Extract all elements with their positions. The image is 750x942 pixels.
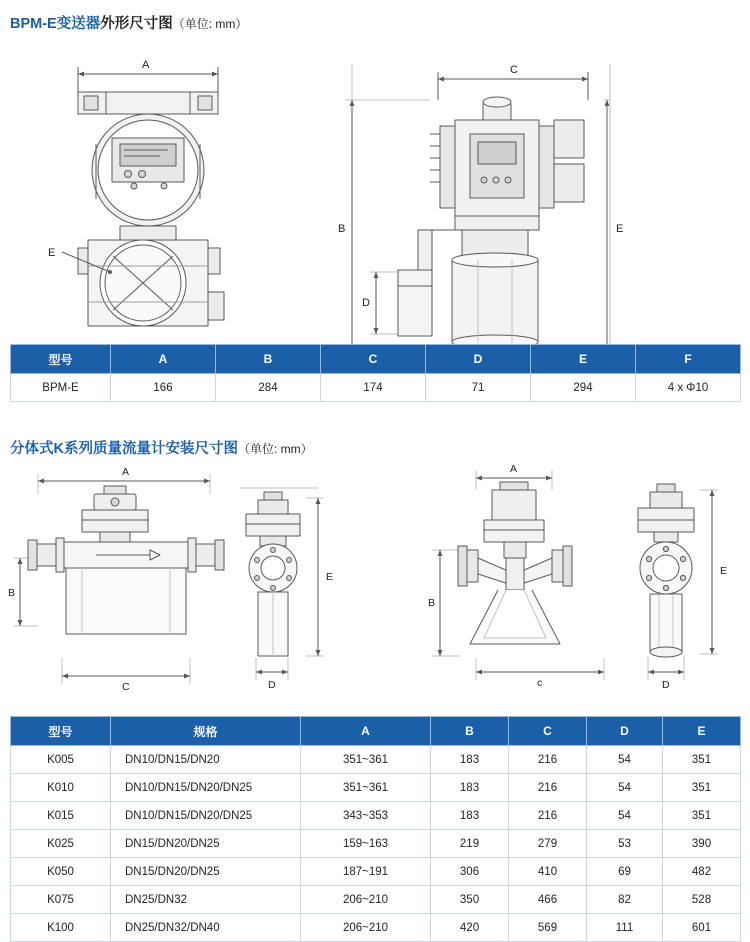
section-1-title [10, 12, 247, 33]
svg-text:E: E [720, 565, 728, 577]
cell-e: 351 [663, 774, 741, 802]
cell-b: 183 [431, 774, 509, 802]
k-series-dimension-drawing [0, 458, 750, 708]
cell-b: 420 [431, 914, 509, 942]
svg-text:D: D [268, 679, 276, 691]
col-header-b: B [431, 717, 509, 746]
cell-b: 219 [431, 830, 509, 858]
table-row [11, 858, 741, 886]
cell-spec: DN10/DN15/DN20/DN25 [111, 774, 301, 802]
cell-model: K015 [11, 802, 111, 830]
table-row [11, 746, 741, 774]
svg-text:E: E [326, 571, 334, 583]
cell-c: 216 [509, 746, 587, 774]
cell-d: 54 [587, 746, 663, 774]
cell-c: 174 [321, 374, 426, 402]
svg-text:A: A [510, 463, 518, 475]
section-1-title-unit: （单位: mm） [172, 17, 248, 31]
svg-text:D: D [662, 679, 670, 691]
section-2-title-unit: （单位: mm） [237, 442, 313, 456]
cell-model: K025 [11, 830, 111, 858]
cell-b: 350 [431, 886, 509, 914]
cell-d: 54 [587, 774, 663, 802]
col-header-e: E [663, 717, 741, 746]
table-row [11, 374, 741, 402]
cell-c: 216 [509, 774, 587, 802]
cell-e: 294 [531, 374, 636, 402]
svg-text:c: c [537, 677, 543, 689]
cell-a: 351~361 [301, 774, 431, 802]
cell-b: 306 [431, 858, 509, 886]
cell-e: 351 [663, 802, 741, 830]
col-header-model: 型号 [11, 345, 111, 374]
table-header-row [11, 717, 741, 746]
svg-text:E: E [48, 247, 56, 259]
section-1-title-dark: 外形尺寸图 [100, 16, 173, 32]
cell-c: 410 [509, 858, 587, 886]
cell-e: 601 [663, 914, 741, 942]
bpm-e-dimension-drawing [0, 34, 750, 344]
svg-text:C: C [122, 681, 130, 693]
cell-spec: DN10/DN15/DN20 [111, 746, 301, 774]
cell-b: 284 [216, 374, 321, 402]
col-header-d: D [426, 345, 531, 374]
cell-a: 206~210 [301, 914, 431, 942]
cell-a: 166 [111, 374, 216, 402]
cell-d: 111 [587, 914, 663, 942]
col-header-f: F [636, 345, 741, 374]
cell-c: 216 [509, 802, 587, 830]
col-header-a: A [301, 717, 431, 746]
k-series-spec-table [10, 716, 741, 942]
cell-a: 159~163 [301, 830, 431, 858]
cell-model: K010 [11, 774, 111, 802]
cell-spec: DN25/DN32 [111, 886, 301, 914]
section-1-title-blue: BPM-E变送器 [10, 16, 101, 32]
cell-d: 82 [587, 886, 663, 914]
table-row [11, 802, 741, 830]
col-header-d: D [587, 717, 663, 746]
table-row [11, 774, 741, 802]
table-row [11, 830, 741, 858]
section-2-title [10, 437, 313, 458]
svg-text:D: D [362, 297, 370, 309]
cell-b: 183 [431, 802, 509, 830]
bpm-e-spec-table [10, 344, 741, 402]
section-2-title-blue: 分体式K系列质量流量计安装尺寸图 [10, 441, 238, 457]
col-header-c: C [509, 717, 587, 746]
cell-model: BPM-E [11, 374, 111, 402]
col-header-a: A [111, 345, 216, 374]
cell-c: 466 [509, 886, 587, 914]
cell-d: 54 [587, 802, 663, 830]
cell-e: 482 [663, 858, 741, 886]
cell-a: 343~353 [301, 802, 431, 830]
cell-spec: DN10/DN15/DN20/DN25 [111, 802, 301, 830]
cell-f: 4 x Φ10 [636, 374, 741, 402]
cell-e: 390 [663, 830, 741, 858]
svg-text:B: B [8, 587, 16, 599]
cell-model: K050 [11, 858, 111, 886]
cell-model: K075 [11, 886, 111, 914]
cell-model: K005 [11, 746, 111, 774]
table-row [11, 886, 741, 914]
cell-b: 183 [431, 746, 509, 774]
cell-model: K100 [11, 914, 111, 942]
svg-text:A: A [142, 59, 150, 71]
svg-text:B: B [428, 597, 436, 609]
svg-text:A: A [122, 466, 130, 478]
svg-text:B: B [338, 223, 346, 235]
cell-a: 187~191 [301, 858, 431, 886]
svg-text:C: C [510, 64, 518, 76]
table-header-row [11, 345, 741, 374]
cell-c: 569 [509, 914, 587, 942]
table-row [11, 914, 741, 942]
col-header-model: 型号 [11, 717, 111, 746]
cell-a: 206~210 [301, 886, 431, 914]
cell-e: 351 [663, 746, 741, 774]
svg-text:E: E [616, 223, 624, 235]
col-header-c: C [321, 345, 426, 374]
cell-e: 528 [663, 886, 741, 914]
cell-d: 71 [426, 374, 531, 402]
col-header-b: B [216, 345, 321, 374]
cell-c: 279 [509, 830, 587, 858]
cell-spec: DN25/DN32/DN40 [111, 914, 301, 942]
cell-spec: DN15/DN20/DN25 [111, 858, 301, 886]
cell-d: 53 [587, 830, 663, 858]
cell-spec: DN15/DN20/DN25 [111, 830, 301, 858]
col-header-e: E [531, 345, 636, 374]
cell-a: 351~361 [301, 746, 431, 774]
cell-d: 69 [587, 858, 663, 886]
col-header-spec: 规格 [111, 717, 301, 746]
